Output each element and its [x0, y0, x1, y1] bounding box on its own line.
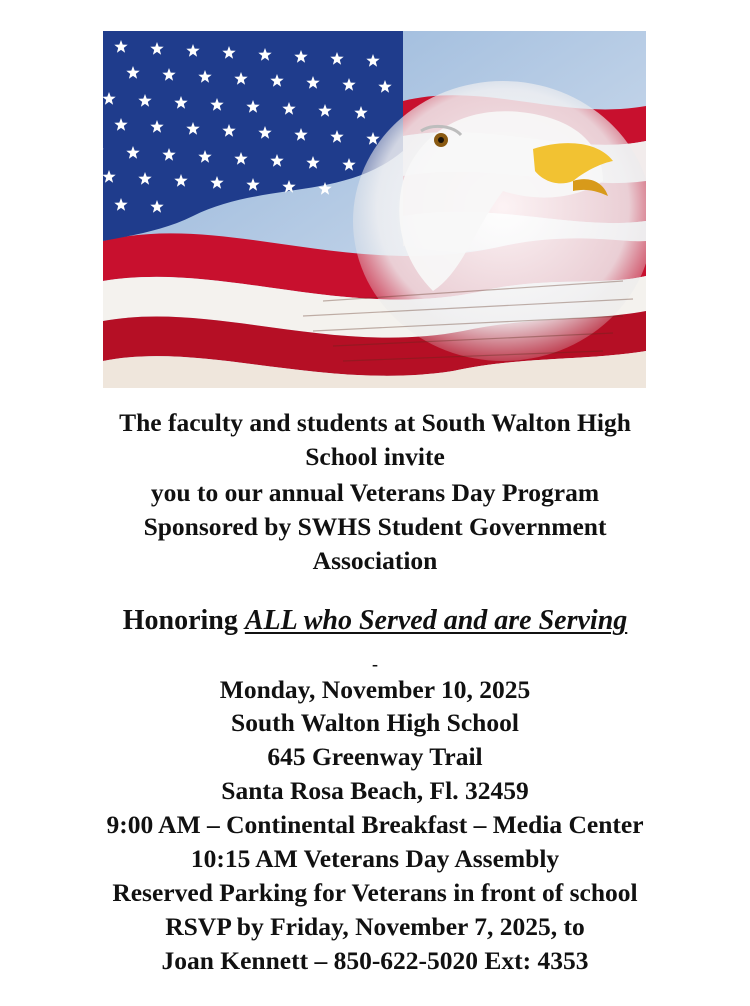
event-city: Santa Rosa Beach, Fl. 32459: [221, 776, 529, 805]
flag-eagle-image: [103, 31, 646, 388]
event-parking: Reserved Parking for Veterans in front of school: [112, 878, 638, 907]
event-rsvp: RSVP by Friday, November 7, 2025, to: [165, 912, 585, 941]
event-date: Monday, November 10, 2025: [219, 675, 531, 704]
separator: -: [372, 654, 378, 674]
invite-line-3: you to our annual Veterans Day Program: [150, 478, 600, 507]
invite-line-4: Sponsored by SWHS Student Government: [143, 512, 607, 541]
event-venue: South Walton High School: [231, 708, 519, 737]
event-street: 645 Greenway Trail: [267, 742, 483, 771]
invite-line-5: Association: [312, 546, 438, 575]
honoring-emphasis: ALL who Served and are Serving: [244, 605, 628, 636]
event-breakfast: 9:00 AM – Continental Breakfast – Media Center: [106, 810, 644, 839]
event-contact: Joan Kennett – 850-622-5020 Ext: 4353: [161, 946, 589, 975]
event-assembly: 10:15 AM Veterans Day Assembly: [190, 844, 560, 873]
invite-line-2: School invite: [305, 442, 445, 471]
honoring-heading: [0, 602, 750, 640]
invite-line-1: The faculty and students at South Walton High: [119, 408, 631, 437]
honoring-prefix: Honoring: [122, 605, 245, 636]
